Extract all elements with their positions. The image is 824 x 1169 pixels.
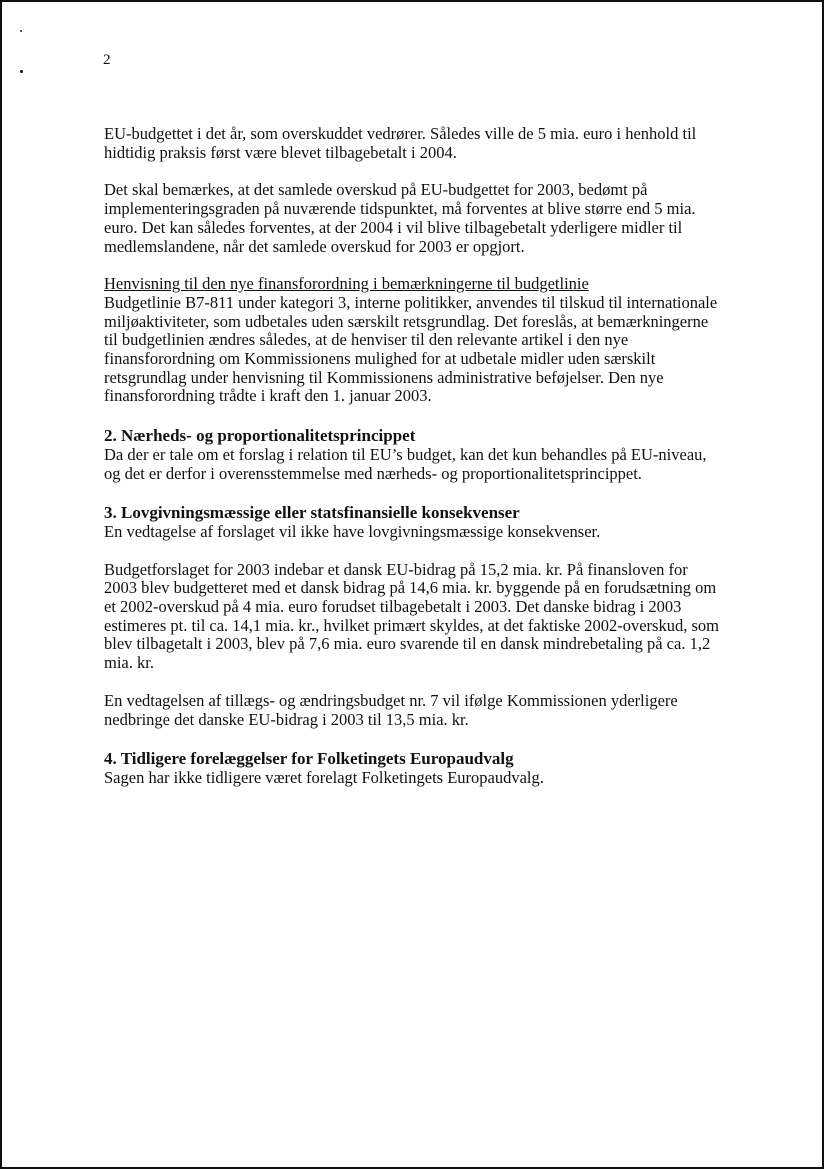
reference-section-body: Budgetlinie B7-811 under kategori 3, interne politikker, anvendes til tilskud til internationale miljøaktiviteter, som udbetales uden særskilt retsgrundlag. Det foreslås, at bemærkningerne til budgetlinien ændres således, at de henviser til den relevante artikel i den nye finansforordning om Kommissionens mulighed for at udbetale midler uden særskilt retsgrundlag under henvisning til Kommissionens administrative beføjelser. Den nye finansforordning trådte i kraft den 1. januar 2003. bbox=[104, 292, 718, 406]
section-3-body-3: En vedtagelsen af tillægs- og ændringsbudget nr. 7 vil ifølge Kommissionen yderligere nedbringe det danske EU-bidrag i 2003 til 13,5 mia. kr. bbox=[104, 690, 678, 729]
section-3-body-2: Budgetforslaget for 2003 indebar et dansk EU-bidrag på 15,2 mia. kr. På finansloven for 2003 blev budgetteret med et dansk bidrag på 14,6 mia. kr. byggende på en forudsætning om et 2002-overskud på 4 mia. euro forudset tilbagebetalt i 2003. Det danske bidrag i 2003 estimeres pt. til ca. 14,1 mia. kr., hvilket primært skyldes, at det faktiske 2002-overskud, som blev tilbagetalt i 2003, blev på 7,6 mia. euro svarende til en dansk mindrebetaling på ca. 1,2 mia. kr. bbox=[104, 559, 719, 673]
paragraph: EU-budgettet i det år, som overskuddet vedrører. Således ville de 5 mia. euro i henhold til hidtidig praksis først være blevet tilbagebetalt i 2004. bbox=[104, 124, 697, 162]
scan-speck bbox=[20, 30, 22, 32]
reference-section-title bbox=[104, 275, 724, 294]
document-body bbox=[104, 125, 724, 788]
page-number: 2 bbox=[103, 52, 111, 68]
section-2-body: Da der er tale om et forslag i relation til EU’s budget, kan det kun behandles på EU-niveau, og det er derfor i overensstemmelse med nærheds- og proportionalitetsprincippet. bbox=[104, 444, 707, 483]
scan-speck bbox=[20, 70, 23, 73]
section-3-heading: 3. Lovgivningsmæssige eller statsfinansielle konsekvenser bbox=[104, 503, 520, 523]
section-3-body-1: En vedtagelse af forslaget vil ikke have lovgivningsmæssige konsekvenser. bbox=[104, 521, 601, 541]
section-4-body: Sagen har ikke tidligere været forelagt Folketingets Europaudvalg. bbox=[104, 767, 544, 787]
section-4-heading: 4. Tidligere forelæggelser for Folketingets Europaudvalg bbox=[104, 749, 514, 769]
reference-section-title-text: Henvisning til den nye finansforordning i bemærkningerne til budgetlinie bbox=[104, 274, 589, 294]
section-2-heading: 2. Nærheds- og proportionalitetsprincippet bbox=[104, 426, 416, 446]
paragraph: Det skal bemærkes, at det samlede overskud på EU-budgettet for 2003, bedømt på implementeringsgraden på nuværende tidspunktet, må forventes at blive større end 5 mia. euro. Det kan således forventes, at der 2004 i vil blive tilbagebetalt yderligere midler til medlemslandene, når det samlede overskud for 2003 er opgjort. bbox=[104, 180, 696, 256]
